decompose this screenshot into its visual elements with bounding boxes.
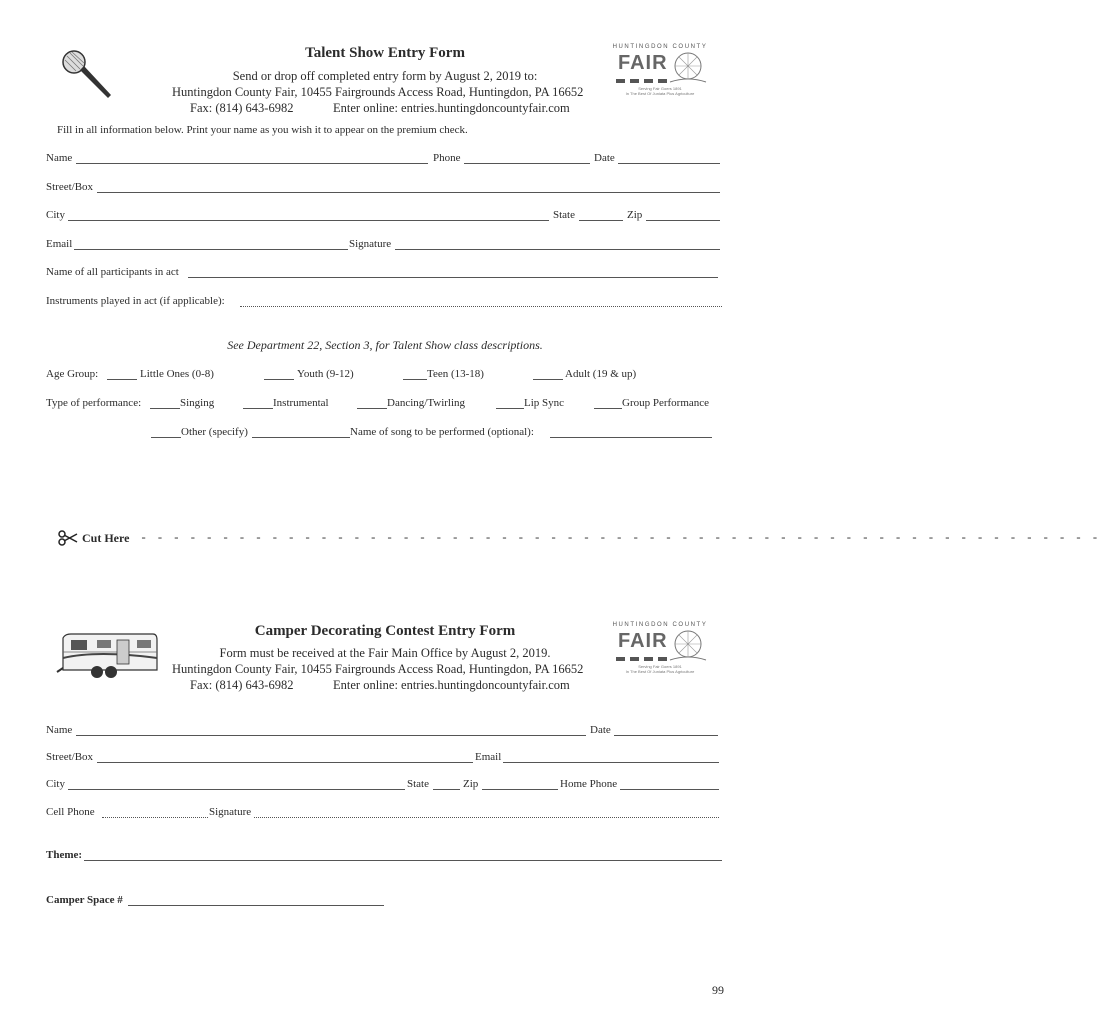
date-label: Date xyxy=(594,152,615,164)
perf-dancing: Dancing/Twirling xyxy=(387,397,466,409)
participants-label: Name of all participants in act xyxy=(46,266,179,278)
perf-singing: Singing xyxy=(180,397,215,409)
camper-space-label: Camper Space # xyxy=(46,894,123,906)
cut-line: - - - - - - - - - - - - - - - - - - - - - - - - - - - - - - - - - - - - - - - - - - - - - - - - - - - - - - - - - - - xyxy=(140,531,1100,545)
cut-here-label: Cut Here xyxy=(82,531,130,545)
camper-theme-label: Theme: xyxy=(46,849,83,861)
street-field[interactable] xyxy=(97,192,720,193)
fair-logo-2 xyxy=(612,622,708,674)
camper-line2: Huntingdon County Fair, 10455 Fairgrounds Access Road, Huntingdon, PA 16652 xyxy=(172,662,584,676)
camper-fax: Fax: (814) 643-6982 xyxy=(190,678,294,692)
camper-home-phone-field[interactable] xyxy=(620,789,719,790)
ferris-wheel-icon xyxy=(670,628,706,664)
age-little-ones-checkbox[interactable] xyxy=(107,379,137,380)
city-field[interactable] xyxy=(68,220,549,221)
camper-email-field[interactable] xyxy=(503,762,719,763)
singing-checkbox[interactable] xyxy=(150,408,180,409)
talent-title: Talent Show Entry Form xyxy=(305,45,465,61)
farm-animals-icon xyxy=(614,76,674,86)
date-field[interactable] xyxy=(618,163,720,164)
talent-line1: Send or drop off completed entry form by August 2, 2019 to: xyxy=(232,69,538,83)
performance-label: Type of performance: xyxy=(46,397,142,409)
talent-online: Enter online: entries.huntingdoncountyfair.com xyxy=(333,101,570,115)
logo-tag1: Serving Fair Goers 1891 xyxy=(638,86,682,91)
perf-lip-sync: Lip Sync xyxy=(524,397,565,409)
song-label: Name of song to be performed (optional): xyxy=(350,426,534,438)
camper-space-field[interactable] xyxy=(128,905,384,906)
talent-fax: Fax: (814) 643-6982 xyxy=(190,101,294,115)
fair-logo xyxy=(612,44,708,96)
talent-instructions: Fill in all information below. Print your name as you wish it to appear on the premium check. xyxy=(57,124,468,136)
camper-street-label: Street/Box xyxy=(46,751,94,763)
farm-animals-icon xyxy=(614,654,674,664)
group-checkbox[interactable] xyxy=(594,408,622,409)
age-adult-checkbox[interactable] xyxy=(533,379,563,380)
camper-zip-label: Zip xyxy=(463,778,479,790)
city-label: City xyxy=(46,209,65,221)
camper-theme-field[interactable] xyxy=(84,860,722,861)
logo-tag2: In The Best Of Juniata Plus Agriculture xyxy=(625,91,695,96)
camper-email-label: Email xyxy=(475,751,502,763)
lip-sync-checkbox[interactable] xyxy=(496,408,524,409)
street-label: Street/Box xyxy=(46,181,94,193)
age-teen: Teen (13-18) xyxy=(427,368,484,380)
ferris-wheel-icon xyxy=(670,50,706,86)
logo-top-text: HUNTINGDON COUNTY xyxy=(612,44,708,50)
phone-label: Phone xyxy=(433,152,461,164)
name-label: Name xyxy=(46,152,73,164)
instruments-label: Instruments played in act (if applicable): xyxy=(46,295,225,307)
page-number: 99 xyxy=(712,983,724,997)
camper-city-label: City xyxy=(46,778,65,790)
logo-tag1-2: Serving Fair Goers 1891 xyxy=(638,664,682,669)
dancing-checkbox[interactable] xyxy=(357,408,387,409)
camper-date-label: Date xyxy=(590,724,611,736)
age-youth: Youth (9-12) xyxy=(297,368,354,380)
logo-fair-text: FAIR xyxy=(618,52,668,74)
instruments-field[interactable] xyxy=(240,306,722,307)
camper-title: Camper Decorating Contest Entry Form xyxy=(254,623,516,639)
name-field[interactable] xyxy=(76,163,428,164)
signature-field[interactable] xyxy=(395,249,720,250)
camper-home-phone-label: Home Phone xyxy=(560,778,618,790)
other-checkbox[interactable] xyxy=(151,437,181,438)
camper-city-field[interactable] xyxy=(68,789,405,790)
participants-field[interactable] xyxy=(188,277,718,278)
camper-state-label: State xyxy=(407,778,429,790)
camper-cell-phone-field[interactable] xyxy=(102,817,208,818)
logo-top-text-2: HUNTINGDON COUNTY xyxy=(612,622,708,628)
camper-date-field[interactable] xyxy=(614,735,718,736)
talent-line2: Huntingdon County Fair, 10455 Fairgrounds Access Road, Huntingdon, PA 16652 xyxy=(172,85,584,99)
department-note: See Department 22, Section 3, for Talent Show class descriptions. xyxy=(227,338,543,352)
other-label: Other (specify) xyxy=(181,426,248,438)
state-label: State xyxy=(553,209,575,221)
camper-online: Enter online: entries.huntingdoncountyfair.com xyxy=(333,678,570,692)
song-field[interactable] xyxy=(550,437,712,438)
state-field[interactable] xyxy=(579,220,623,221)
logo-fair-text-2: FAIR xyxy=(618,630,668,652)
perf-group: Group Performance xyxy=(622,397,710,409)
age-adult: Adult (19 & up) xyxy=(565,368,637,380)
zip-field[interactable] xyxy=(646,220,720,221)
camper-name-field[interactable] xyxy=(76,735,586,736)
age-youth-checkbox[interactable] xyxy=(264,379,294,380)
instrumental-checkbox[interactable] xyxy=(243,408,273,409)
camper-signature-field[interactable] xyxy=(254,817,719,818)
logo-tag2-2: In The Best Of Juniata Plus Agriculture xyxy=(625,669,695,674)
perf-instrumental: Instrumental xyxy=(273,397,329,409)
email-label: Email xyxy=(46,238,73,250)
camper-line1: Form must be received at the Fair Main Office by August 2, 2019. xyxy=(219,646,551,660)
age-group-label: Age Group: xyxy=(46,368,99,380)
age-little-ones: Little Ones (0-8) xyxy=(140,368,214,380)
camper-cell-phone-label: Cell Phone xyxy=(46,806,95,818)
signature-label: Signature xyxy=(349,238,392,250)
other-field[interactable] xyxy=(252,437,350,438)
zip-label: Zip xyxy=(627,209,643,221)
camper-state-field[interactable] xyxy=(433,789,460,790)
camper-signature-label: Signature xyxy=(209,806,252,818)
scissors-icon xyxy=(58,530,78,546)
camper-zip-field[interactable] xyxy=(482,789,558,790)
camper-street-field[interactable] xyxy=(97,762,473,763)
email-field[interactable] xyxy=(74,249,348,250)
phone-field[interactable] xyxy=(464,163,590,164)
age-teen-checkbox[interactable] xyxy=(403,379,427,380)
camper-name-label: Name xyxy=(46,724,73,736)
